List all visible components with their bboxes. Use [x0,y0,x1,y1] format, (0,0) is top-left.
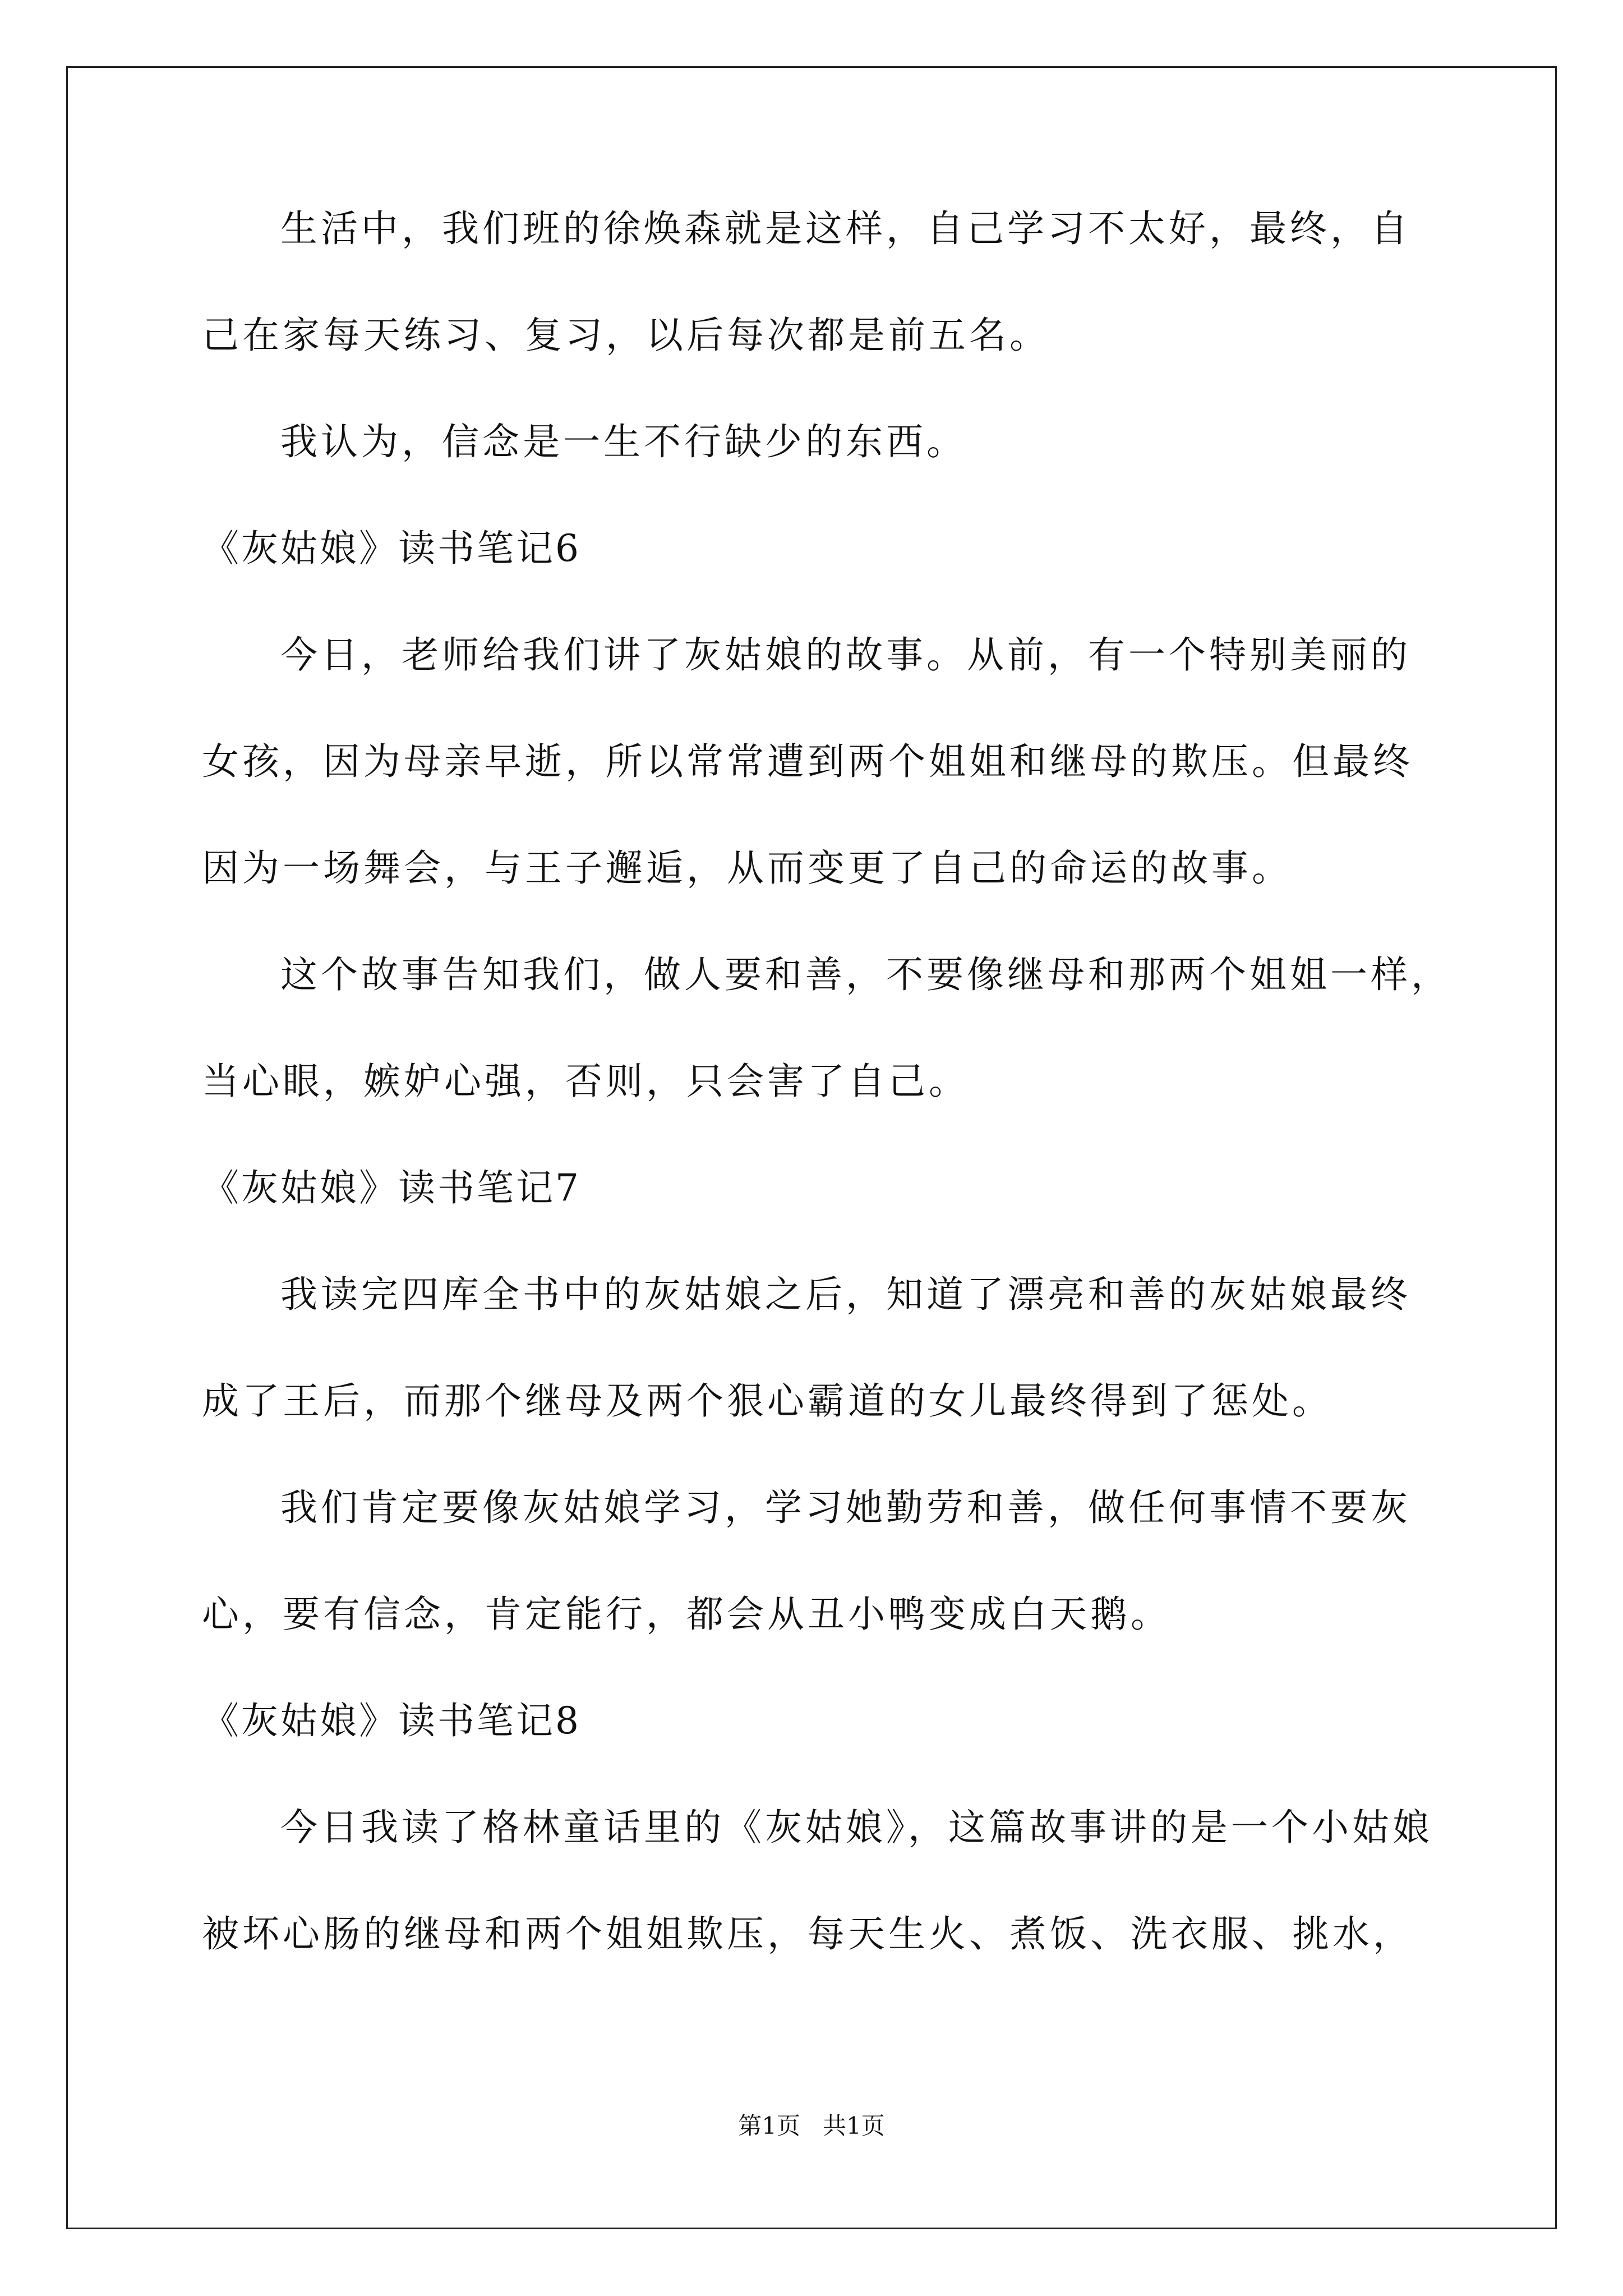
paragraph-line: 我读完四库全书中的灰姑娘之后，知道了漂亮和善的灰姑娘最终 [280,1273,1411,1316]
paragraph-line: 成了王后，而那个继母及两个狠心霸道的女儿最终得到了惩处。 [202,1379,1332,1423]
paragraph-line: 女孩，因为母亲早逝，所以常常遭到两个姐姐和继母的欺压。但最终 [202,740,1413,783]
page-total: 共1页 [823,2112,885,2139]
section-heading: 《灰姑娘》读书笔记7 [202,1166,581,1209]
page-footer [0,2109,1623,2143]
document-body [202,202,1451,1961]
paragraph-line: 因为一场舞会，与王子邂逅，从而变更了自己的命运的故事。 [202,846,1292,890]
paragraph-line: 被坏心肠的继母和两个姐姐欺压，每天生火、煮饭、洗衣服、挑水， [202,1912,1413,1955]
paragraph-line: 今日，老师给我们讲了灰姑娘的故事。从前，有一个特别美丽的 [280,633,1411,677]
paragraph-line: 我们肯定要像灰姑娘学习，学习她勤劳和善，做任何事情不要灰 [280,1486,1411,1529]
paragraph-line: 生活中，我们班的徐焕森就是这样，自己学习不太好，最终，自 [280,207,1411,250]
section-heading: 《灰姑娘》读书笔记6 [202,527,581,570]
paragraph-line: 这个故事告知我们，做人要和善，不要像继母和那两个姐姐一样， [280,953,1451,996]
paragraph-line: 己在家每天练习、复习，以后每次都是前五名。 [202,314,1050,357]
paragraph-line: 心，要有信念，肯定能行，都会从丑小鸭变成白天鹅。 [202,1593,1171,1636]
paragraph-line: 我认为，信念是一生不行缺少的东西。 [280,420,967,463]
page-number: 第1页 [738,2112,800,2139]
paragraph-line: 当心眼，嫉妒心强，否则，只会害了自己。 [202,1060,969,1103]
paragraph-line: 今日我读了格林童话里的《灰姑娘》，这篇故事讲的是一个小姑娘 [280,1806,1433,1849]
section-heading: 《灰姑娘》读书笔记8 [202,1699,581,1742]
